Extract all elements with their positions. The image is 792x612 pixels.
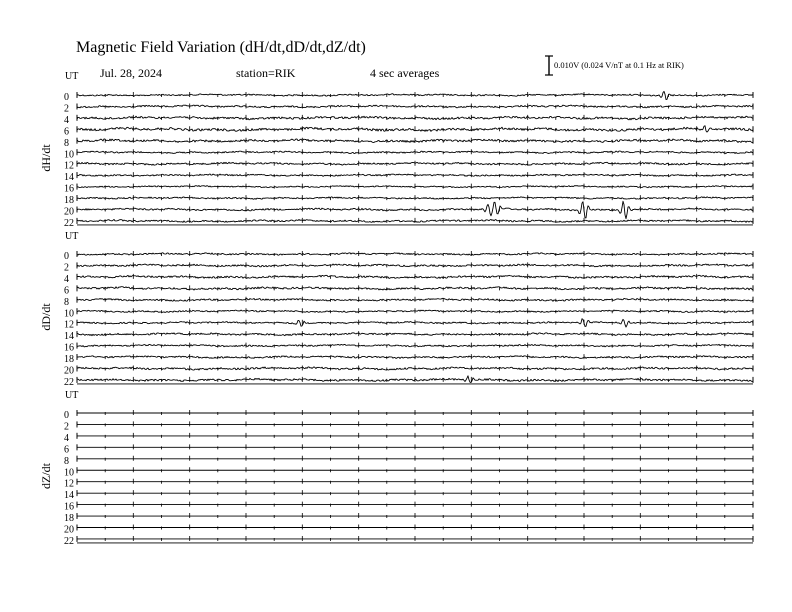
row-label: 16 (64, 342, 74, 354)
row-label: 4 (64, 273, 69, 285)
row-label: 6 (64, 285, 69, 297)
row-label: 12 (64, 160, 74, 172)
row-label: 14 (64, 172, 74, 184)
row-label: 18 (64, 513, 74, 525)
row-label: 10 (64, 149, 74, 161)
row-label: 12 (64, 319, 74, 331)
row-label: 0 (64, 92, 69, 103)
row-ticks (77, 502, 753, 507)
row-label: 22 (64, 535, 74, 547)
row-label: 8 (64, 296, 69, 308)
row-label: 2 (64, 421, 69, 433)
scale-label: 0.010V (0.024 V/nT at 0.1 Hz at RIK) (554, 60, 684, 70)
row-ticks (77, 479, 753, 484)
row-ticks (77, 525, 753, 530)
row-label: 6 (64, 126, 69, 138)
row-label: 22 (64, 376, 74, 388)
row-label: 8 (64, 137, 69, 149)
row-label: 10 (64, 467, 74, 479)
row-label: 4 (64, 432, 69, 444)
row-ticks (77, 421, 753, 426)
chart-title: Magnetic Field Variation (dH/dt,dD/dt,dZ/dt) (76, 39, 366, 56)
panel-ylabel: dH/dt (39, 144, 53, 172)
row-ticks (77, 456, 753, 461)
row-label: 10 (64, 308, 74, 320)
row-label: 0 (64, 410, 69, 421)
row-label: 14 (64, 490, 74, 502)
row-label: 20 (64, 365, 74, 377)
station-label: station=RIK (236, 66, 296, 80)
row-ticks (77, 513, 753, 518)
row-label: 16 (64, 501, 74, 513)
ut-axis-title: UT (65, 390, 79, 401)
row-label: 20 (64, 206, 74, 218)
ut-axis-title: UT (65, 71, 79, 82)
row-label: 2 (64, 103, 69, 115)
row-label: 18 (64, 195, 74, 207)
row-label: 16 (64, 183, 74, 195)
row-label: 12 (64, 478, 74, 490)
row-ticks (77, 285, 753, 290)
row-ticks (77, 343, 753, 348)
row-label: 0 (64, 251, 69, 262)
row-label: 2 (64, 262, 69, 274)
row-ticks (77, 490, 753, 495)
row-label: 14 (64, 331, 74, 343)
row-label: 18 (64, 354, 74, 366)
row-label: 22 (64, 217, 74, 229)
averaging-label: 4 sec averages (370, 66, 440, 80)
row-label: 20 (64, 524, 74, 536)
date-label: Jul. 28, 2024 (100, 66, 163, 80)
panel-ylabel: dZ/dt (39, 463, 53, 489)
row-label: 6 (64, 444, 69, 456)
row-ticks (77, 433, 753, 438)
ut-axis-title: UT (65, 231, 79, 242)
row-ticks (77, 410, 753, 415)
panel-ylabel: dD/dt (39, 303, 53, 331)
row-label: 8 (64, 455, 69, 467)
row-label: 4 (64, 114, 69, 126)
